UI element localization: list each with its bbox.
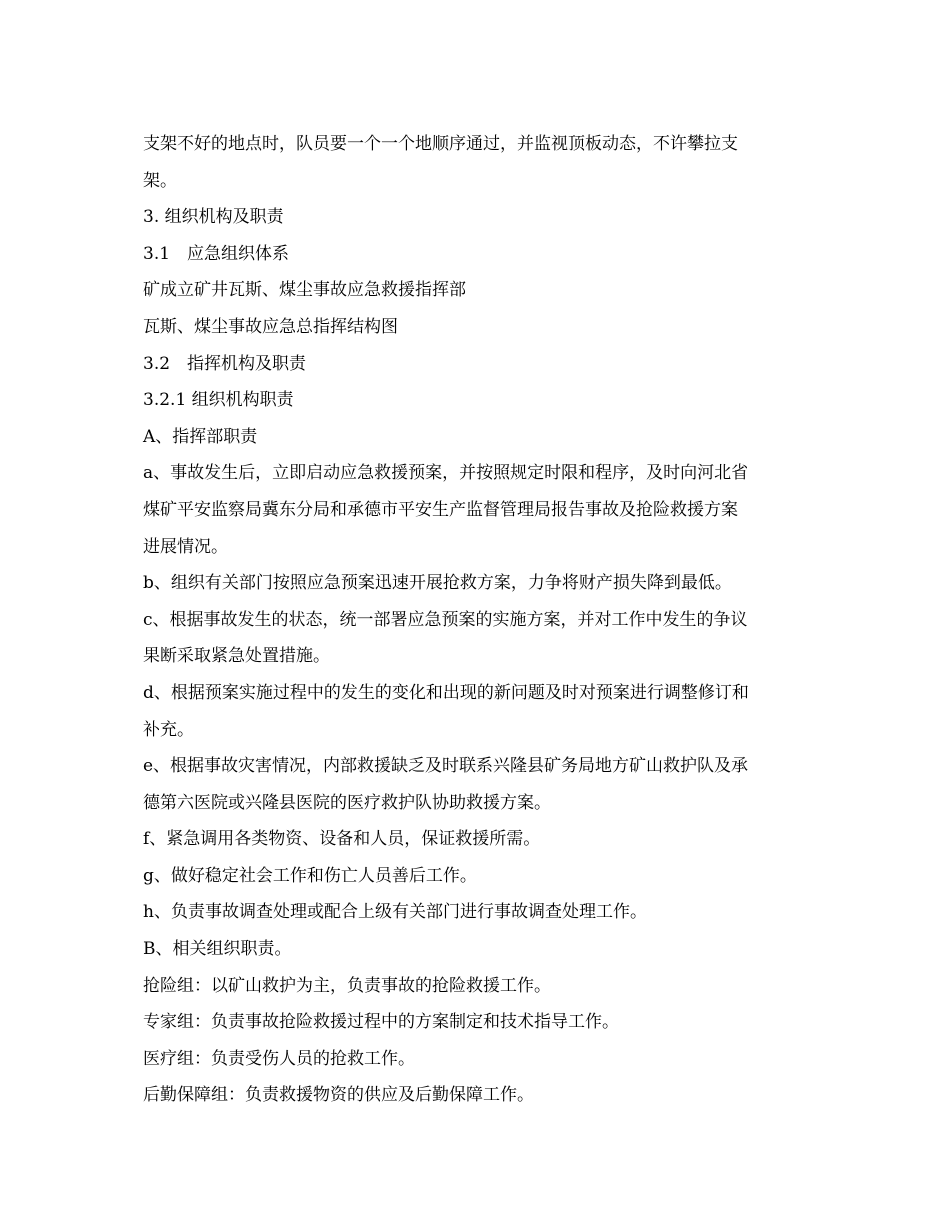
list-heading: A、指挥部职责 bbox=[143, 426, 258, 447]
list-item-line: d、根据预案实施过程中的发生的变化和出现的新问题及时对预案进行调整修订和 bbox=[143, 682, 749, 703]
list-item-line: b、组织有关部门按照应急预案迅速开展抢救方案，力争将财产损失降到最低。 bbox=[143, 573, 732, 594]
paragraph-line: 支架不好的地点时，队员要一个一个地顺序通过，并监视顶板动态，不许攀拉支 bbox=[143, 134, 738, 154]
subsection-heading: 3.1 应急组织体系 bbox=[143, 243, 290, 264]
subsection-heading: 3.2.1 组织机构职责 bbox=[143, 390, 294, 411]
paragraph-line: 瓦斯、煤尘事故应急总指挥结构图 bbox=[143, 316, 398, 337]
list-item-line: 果断采取紧急处置措施。 bbox=[143, 646, 330, 667]
paragraph-line: 架。 bbox=[143, 170, 177, 191]
list-item-line: h、负责事故调查处理或配合上级有关部门进行事故调查处理工作。 bbox=[143, 902, 647, 923]
list-item-line: c、根据事故发生的状态，统一部署应急预案的实施方案，并对工作中发生的争议 bbox=[143, 609, 748, 630]
list-item-line: f、紧急调用各类物资、设备和人员，保证救援所需。 bbox=[143, 829, 541, 850]
list-item-line: 进展情况。 bbox=[143, 536, 228, 557]
list-item-line: a、事故发生后，立即启动应急救援预案，并按照规定时限和程序，及时向河北省 bbox=[143, 463, 749, 484]
list-item-line: 专家组：负责事故抢险救援过程中的方案制定和技术指导工作。 bbox=[143, 1012, 619, 1033]
paragraph-line: 矿成立矿井瓦斯、煤尘事故应急救援指挥部 bbox=[143, 280, 466, 301]
list-heading: B、相关组织职责。 bbox=[143, 939, 292, 960]
list-item-line: g、做好稳定社会工作和伤亡人员善后工作。 bbox=[143, 865, 477, 886]
subsection-heading: 3.2 指挥机构及职责 bbox=[143, 353, 307, 374]
list-item-line: 后勤保障组：负责救援物资的供应及后勤保障工作。 bbox=[143, 1085, 534, 1106]
list-item-line: 抢险组：以矿山救护为主，负责事故的抢险救援工作。 bbox=[143, 975, 551, 996]
list-item-line: e、根据事故灾害情况，内部救援缺乏及时联系兴隆县矿务局地方矿山救护队及承 bbox=[143, 756, 749, 777]
list-item-line: 补充。 bbox=[143, 719, 194, 740]
list-item-line: 医疗组：负责受伤人员的抢救工作。 bbox=[143, 1048, 415, 1069]
section-heading: 3. 组织机构及职责 bbox=[143, 207, 284, 228]
list-item-line: 煤矿平安监察局冀东分局和承德市平安生产监督管理局报告事故及抢险救援方案 bbox=[143, 499, 738, 520]
list-item-line: 德第六医院或兴隆县医院的医疗救护队协助救援方案。 bbox=[143, 792, 551, 813]
document-body bbox=[143, 126, 808, 1114]
